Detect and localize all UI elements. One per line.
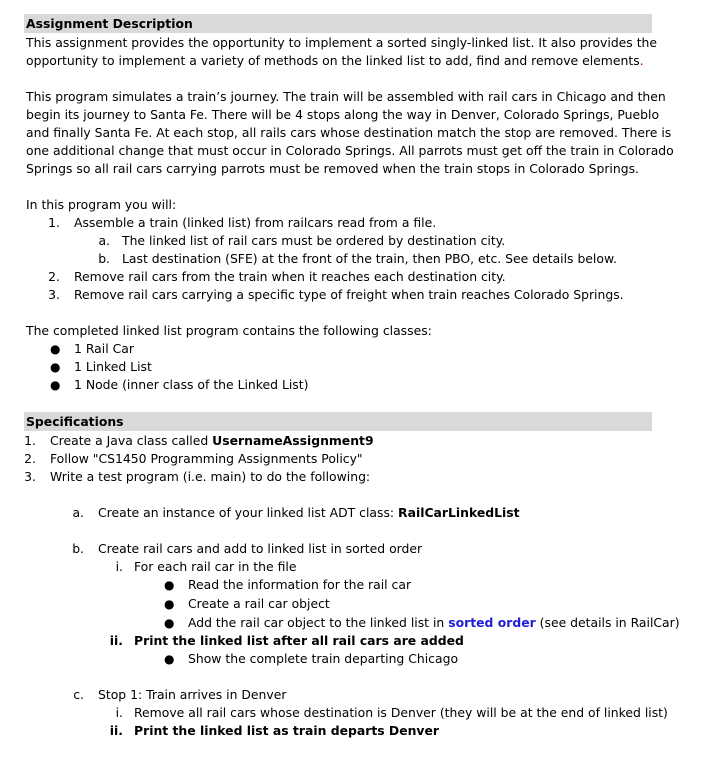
step-text: Remove rail cars carrying a specific type of freight when train reaches Colorado Springs. bbox=[74, 287, 624, 302]
assignment-heading: Assignment Description bbox=[24, 14, 652, 33]
spec-c-i-text: Remove all rail cars whose destination is Denver (they will be at the end of linked list) bbox=[134, 705, 668, 720]
bullet-icon: ● bbox=[164, 597, 175, 611]
class-item: 1 Linked List bbox=[74, 359, 152, 374]
roman-number: ii. bbox=[109, 633, 123, 648]
intro-line-2: opportunity to implement a variety of methods on the linked list to add, find and remove elements. bbox=[26, 53, 644, 68]
bullet-icon: ● bbox=[164, 578, 175, 592]
bullet-icon: ● bbox=[50, 378, 61, 392]
spec-c-text: Stop 1: Train arrives in Denver bbox=[98, 687, 287, 702]
spec-b-ii-bullet: Show the complete train departing Chicago bbox=[188, 651, 459, 666]
spec-letter: b. bbox=[72, 541, 84, 556]
spec-item: Create a Java class called UsernameAssignment9 bbox=[50, 433, 374, 448]
spec-letter: a. bbox=[72, 505, 84, 520]
sim-line-3: and finally Santa Fe. At each stop, all rails cars whose destination match the stop are removed. There is bbox=[26, 125, 672, 140]
intro-line-1: This assignment provides the opportunity to implement a sorted singly-linked list. It also provides the bbox=[26, 35, 658, 50]
substep-text: The linked list of rail cars must be ordered by destination city. bbox=[122, 233, 506, 248]
bullet-icon: ● bbox=[164, 652, 175, 666]
spec-letter: c. bbox=[73, 687, 84, 702]
spec-b-bullet: Read the information for the rail car bbox=[188, 577, 412, 592]
sorted-order-emphasis: sorted order bbox=[448, 615, 536, 630]
sim-line-1: This program simulates a train’s journey. The train will be assembled with rail cars in Chicago and then bbox=[26, 89, 666, 104]
bullet-icon: ● bbox=[50, 342, 61, 356]
classes-label: The completed linked list program contains the following classes: bbox=[26, 323, 432, 338]
spec-number: 2. bbox=[24, 451, 36, 466]
sim-line-2: begin its journey to Santa Fe. There will be 4 stops along the way in Denver, Colorado Springs, Pueblo bbox=[26, 107, 660, 122]
substep-number: b. bbox=[98, 251, 110, 266]
specifications-heading: Specifications bbox=[24, 412, 652, 431]
roman-number: ii. bbox=[109, 723, 123, 738]
sim-line-5: Springs so all rail cars carrying parrots must be removed when the train stops in Colorado Springs. bbox=[26, 161, 639, 176]
sim-line-4: one additional change that must occur in Colorado Springs. All parrots must get off the train in Colorado bbox=[26, 143, 674, 158]
spec-b-bullet: Add the rail car object to the linked list in sorted order (see details in RailCar) bbox=[188, 615, 680, 630]
class-item: 1 Node (inner class of the Linked List) bbox=[74, 377, 309, 392]
spec-a-text: Create an instance of your linked list ADT class: RailCarLinkedList bbox=[98, 505, 520, 520]
substep-text: Last destination (SFE) at the front of the train, then PBO, etc. See details below. bbox=[122, 251, 617, 266]
spec-b-bullet: Create a rail car object bbox=[188, 596, 330, 611]
substep-number: a. bbox=[98, 233, 110, 248]
spec-b-i-text: For each rail car in the file bbox=[134, 559, 297, 574]
class-item: 1 Rail Car bbox=[74, 341, 134, 356]
spec-number: 1. bbox=[24, 433, 36, 448]
bullet-icon: ● bbox=[50, 360, 61, 374]
step-number: 2. bbox=[48, 269, 60, 284]
step-text: Assemble a train (linked list) from railcars read from a file. bbox=[74, 215, 437, 230]
spec-c-ii-text: Print the linked list as train departs Denver bbox=[134, 723, 440, 738]
will-label: In this program you will: bbox=[26, 197, 177, 212]
bullet-icon: ● bbox=[164, 616, 175, 630]
roman-number: i. bbox=[115, 559, 123, 574]
spec-item: Write a test program (i.e. main) to do the following: bbox=[50, 469, 371, 484]
spec-b-ii-text: Print the linked list after all rail cars are added bbox=[134, 633, 464, 648]
spec-b-text: Create rail cars and add to linked list in sorted order bbox=[98, 541, 423, 556]
step-number: 3. bbox=[48, 287, 60, 302]
step-number: 1. bbox=[48, 215, 60, 230]
step-text: Remove rail cars from the train when it reaches each destination city. bbox=[74, 269, 506, 284]
spec-item: Follow "CS1450 Programming Assignments Policy" bbox=[50, 451, 363, 466]
roman-number: i. bbox=[115, 705, 123, 720]
spec-number: 3. bbox=[24, 469, 36, 484]
